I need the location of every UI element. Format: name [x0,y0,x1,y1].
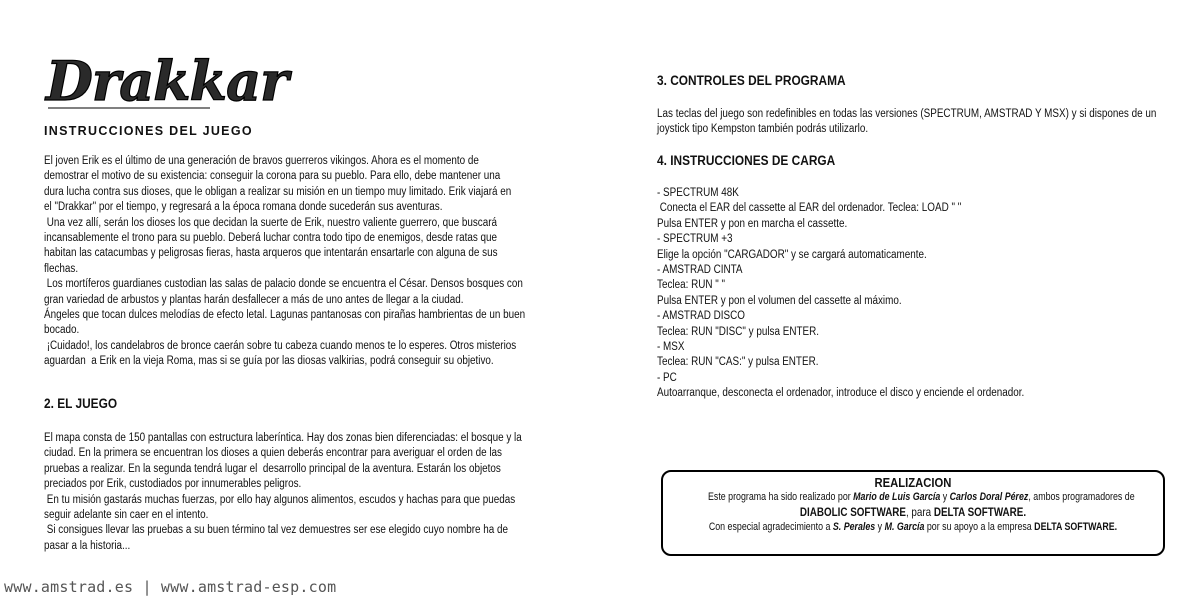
intro-line: Una vez allí, serán los dioses los que decidan la suerte de Erik, nuestro valiente guerrero, que buscará [44,216,498,229]
credits-title: REALIZACION [874,476,952,490]
author-2: Carlos Doral Pérez [949,491,1029,503]
credits-line-2 [708,505,1118,520]
section-4-line: Pulsa ENTER y pon en marcha el cassette. [657,217,848,230]
section-4-line: - PC [657,371,677,384]
section-4-line: Conecta el EAR del cassette al EAR del ordenador. Teclea: LOAD " " [657,202,962,215]
instructions-title: INSTRUCCIONES DEL JUEGO [44,124,253,138]
company-delta-2: DELTA SOFTWARE. [1034,521,1118,533]
credits-text: , ambos programadores de [1028,491,1135,503]
intro-line: flechas. [44,262,79,275]
intro-line: demostrar el motivo de su existencia: conseguir la corona para su pueblo. Para ello, debe mantener una [44,170,501,183]
section-4-line: Teclea: RUN "DISC" y pulsa ENTER. [657,325,820,338]
section-4-line: - MSX [657,340,685,353]
credits-text: y [940,491,950,503]
intro-line: Los mortíferos guardianes custodian las salas de palacio donde se encuentra el César. Densos bosques con [44,278,523,291]
intro-line: bocado. [44,324,80,337]
credits-text: Con especial agradecimiento a [708,521,833,533]
author-1: Mario de Luis García [853,491,941,503]
intro-line: dura lucha contra sus dioses, que le obligan a realizar su misión en un tiempo muy limitado. Erik viajará en [44,185,512,198]
thanks-2: M. García [884,521,925,533]
section-2-line: Si consigues llevar las pruebas a su buen término tal vez demuestres ser ese elegido cuyo nombre ha de [44,524,508,537]
section-3-line: joystick tipo Kempston también podrás utilizarlo. [657,123,869,136]
intro-line: incansablemente el trono para su pueblo. Deberá luchar contra todo tipo de enemigos, desde ratas que [44,231,498,244]
section-2-line: pruebas a realizar. En la segunda tendrá lugar el desarrollo principal de la aventura. Estarán los objetos [44,462,501,475]
section-4-list [657,186,1024,401]
logo-text: Drakkar [46,49,288,113]
section-3-paragraph [657,107,1156,138]
intro-line: el "Drakkar" por el tiempo, y regresará a la época romana donde sucederán sus aventuras. [44,201,443,214]
credits-box [661,470,1165,556]
section-4-line: Teclea: RUN "CAS:" y pulsa ENTER. [657,356,819,369]
drakkar-logo [44,49,288,113]
section-2-title: 2. EL JUEGO [44,396,118,411]
section-4-line: Pulsa ENTER y pon el volumen del cassette al máximo. [657,294,902,307]
footer-url: www.amstrad.es | www.amstrad-esp.com [4,578,337,596]
section-2-line: pasar a la historia... [44,539,131,552]
intro-line: aguardan a Erik en la vieja Roma, mas si se guía por las diosas valkirias, podrá conseguir su objetivo. [44,355,494,368]
intro-line: ¡Cuidado!, los candelabros de bronce caerán sobre tu cabeza cuando menos te lo esperes. Otros misterios [44,339,517,352]
intro-line: El joven Erik es el último de una generación de bravos guerreros vikingos. Ahora es el momento de [44,155,479,167]
intro-line: gran variedad de arbustos y plantas harán desfallecer a más de uno antes de llegar a la ciudad. [44,293,464,306]
credits-text: y [875,521,885,533]
section-4-line: - SPECTRUM 48K [657,187,739,199]
credits-text: , para [905,505,934,519]
credits-text: Este programa ha sido realizado por [708,491,854,503]
section-3-title: 3. CONTROLES DEL PROGRAMA [657,73,846,88]
section-4-title: 4. INSTRUCCIONES DE CARGA [657,153,836,168]
section-4-line: Elige la opción "CARGADOR" y se cargará automaticamente. [657,248,927,261]
intro-paragraph [44,154,525,369]
thanks-1: S. Perales [832,521,876,533]
section-2-line: seguir adelante sin caer en el intento. [44,508,209,521]
section-2-line: En tu misión gastarás muchas fuerzas, por ello hay algunos alimentos, escudos y hachas para que puedas [44,493,516,506]
section-2-paragraph [44,431,522,554]
section-2-line: El mapa consta de 150 pantallas con estructura laberíntica. Hay dos zonas bien diferenciadas: el bosque y la [44,432,522,444]
section-2-line: ciudad. En la primera se encuentran los dioses a quien deberás encontrar para averiguar el orden de las [44,447,502,460]
section-4-line: Teclea: RUN " " [657,279,726,292]
section-4-line: Autoarranque, desconecta el ordenador, introduce el disco y enciende el ordenador. [657,387,1025,400]
section-4-line: - AMSTRAD CINTA [657,263,743,276]
section-4-line: - SPECTRUM +3 [657,233,733,246]
section-2-line: preciados por Erik, custodiados por innumerables peligros. [44,478,302,491]
credits-line-3 [708,520,1118,535]
section-4-line: - AMSTRAD DISCO [657,310,745,323]
company-delta: DELTA SOFTWARE. [933,505,1027,519]
section-3-line: Las teclas del juego son redefinibles en todas las versiones (SPECTRUM, AMSTRAD Y MSX) y si dispones de un [657,108,1157,120]
intro-line: Ángeles que tocan dulces melodías de efecto letal. Lagunas pantanosas con pirañas hambrientas de un buen [44,308,526,321]
company-diabolic: DIABOLIC SOFTWARE [799,505,906,519]
credits-text: por su apoyo a la empresa [924,521,1035,533]
intro-line: habitan las catacumbas y peligrosas fieras, hasta arqueros que intentarán ensartarle con alguna de sus [44,247,498,260]
credits-line-1 [708,490,1135,505]
